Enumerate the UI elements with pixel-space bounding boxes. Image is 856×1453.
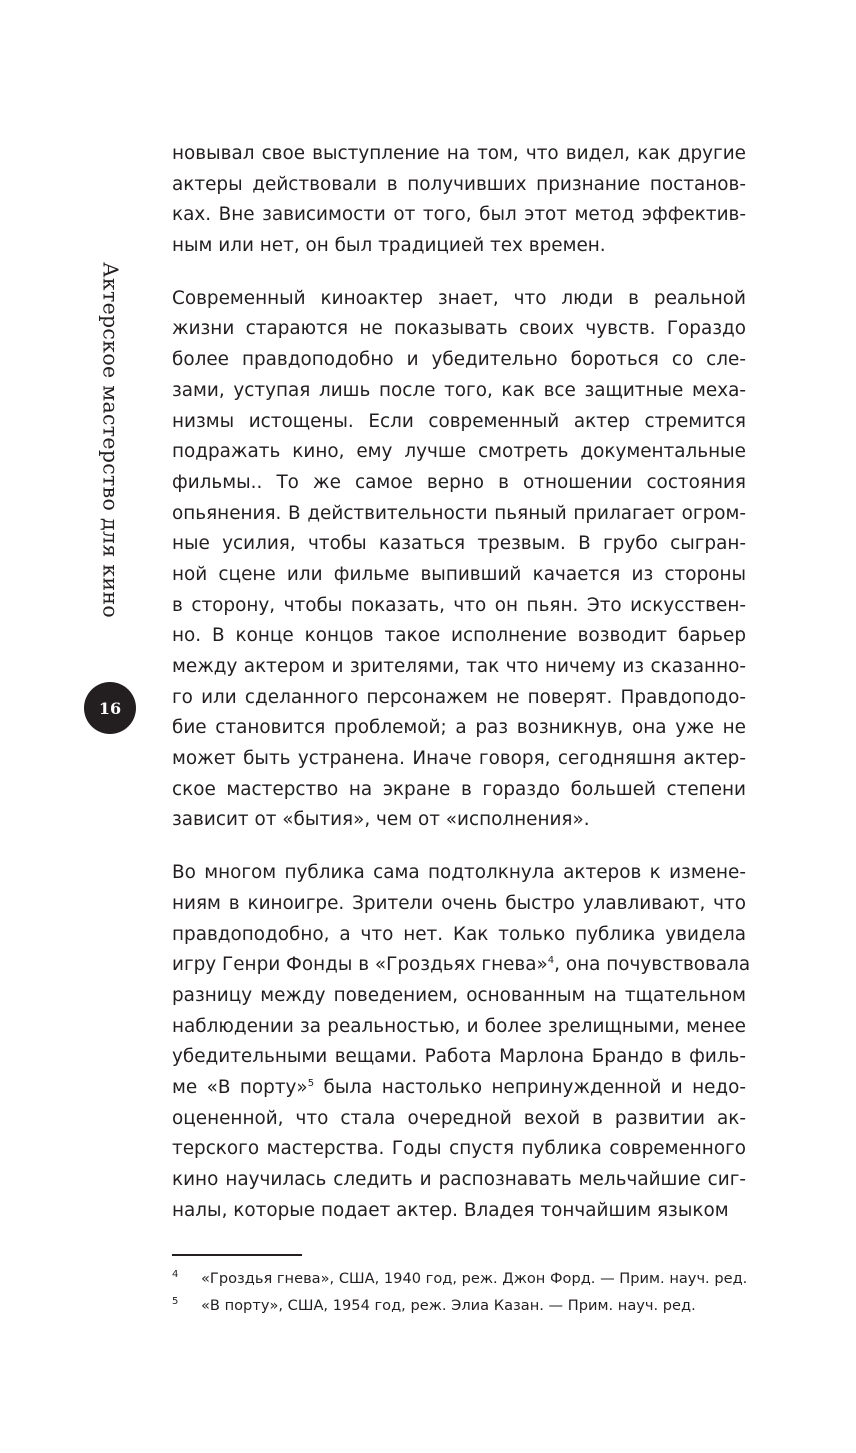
footnote-number: 4 [172,1269,179,1280]
paragraph [172,858,751,1226]
text-segment: , она почувствовала [554,954,751,976]
footnote-reference: 5 [307,1077,315,1089]
text-line: правдоподобно, а что нет. Как только публика увидела [172,923,746,945]
text-line: убедительными вещами. Работа Марлона Брандо в филь- [172,1046,746,1068]
text-line: ные усилия, чтобы казаться трезвым. В грубо сыгран- [172,533,746,555]
body-text [172,139,751,1226]
footnotes [172,1265,762,1319]
running-head-title: Актерское мастерство для кино [98,262,123,618]
text-line: терского мастерства. Годы спустя публика современного [172,1138,746,1160]
text-line: разницу между поведением, основанным на тщательном [172,984,746,1006]
text-line: зами, уступая лишь после того, как все защитные меха- [172,379,746,401]
paragraph-gap [172,836,746,858]
text-line: новывал свое выступление на том, что видел, как другие [172,143,746,164]
text-segment: ме «В порту» [172,1076,308,1098]
text-line: ным или нет, он был традицией тех времен. [172,235,606,257]
text-line: ках. Вне зависимости от того, был этот метод эффектив- [172,204,746,226]
text-line: фильмы.. То же самое верно в отношении состояния [172,471,746,493]
text-line: может быть устранена. Иначе говоря, сегодняшня актер- [172,748,746,770]
paragraph [172,284,746,836]
paragraph [172,139,746,262]
text-line: бие становится проблемой; а раз возникнув, она уже не [172,717,746,739]
text-line: ское мастерство на экране в гораздо большей степени [172,778,746,800]
text-line: наблюдении за реальностью, и более зрелищными, менее [172,1015,746,1037]
text-line: оцененной, что стала очередной вехой в развитии ак- [172,1107,746,1129]
running-head [90,262,130,618]
text-line: Современный киноактер знает, что люди в реальной [172,287,746,309]
text-line: налы, которые подает актер. Владея тончайшим языком [172,1199,729,1221]
page-number-badge [84,682,136,734]
text-line: но. В конце концов такое исполнение возводит барьер [172,625,746,647]
text-line: низмы истощены. Если современный актер стремится [172,410,746,432]
text-line: в сторону, чтобы показать, что он пьян. Это искусствен- [172,594,746,616]
text-line: Во многом публика сама подтолкнула актеров к измене- [172,862,746,884]
text-segment: была настолько непринужденной и недо- [314,1076,747,1098]
text-segment: игру Генри Фонды в «Гроздьях гнева» [172,954,548,976]
text-line: между актером и зрителями, так что ничему из сказанно- [172,656,746,677]
text-line: подражать кино, ему лучше смотреть документальные [172,441,746,463]
footnote-reference: 4 [547,955,555,967]
footnote-text: «В порту», США, 1954 год, реж. Элиа Казан. — Прим. науч. ред. [201,1297,696,1314]
text-line: опьянения. В действительности пьяный прилагает огром- [172,502,746,524]
text-line: кино научилась следить и распознавать мельчайшие сиг- [172,1169,746,1190]
text-line [172,950,751,981]
text-line: актеры действовали в получивших признание постанов- [172,173,746,195]
paragraph-gap [172,262,746,284]
text-line [172,1073,746,1104]
footnote-text: «Гроздья гнева», США, 1940 год, реж. Джон Форд. — Прим. науч. ред. [201,1270,748,1287]
text-line: более правдоподобно и убедительно бороться со сле- [172,349,746,371]
footnote [172,1265,762,1292]
footnote-number: 5 [172,1296,179,1307]
text-line: жизни стараются не показывать своих чувств. Гораздо [172,318,746,340]
text-line: зависит от «бытия», чем от «исполнения». [172,809,590,831]
page-number: 16 [98,698,122,718]
footnote-rule [172,1254,302,1256]
text-line: ниям в киноигре. Зрители очень быстро улавливают, что [172,892,746,914]
text-line: ной сцене или фильме выпивший качается из стороны [172,563,746,585]
text-line: го или сделанного персонажем не поверят. Правдоподо- [172,686,746,708]
footnote [172,1292,762,1319]
